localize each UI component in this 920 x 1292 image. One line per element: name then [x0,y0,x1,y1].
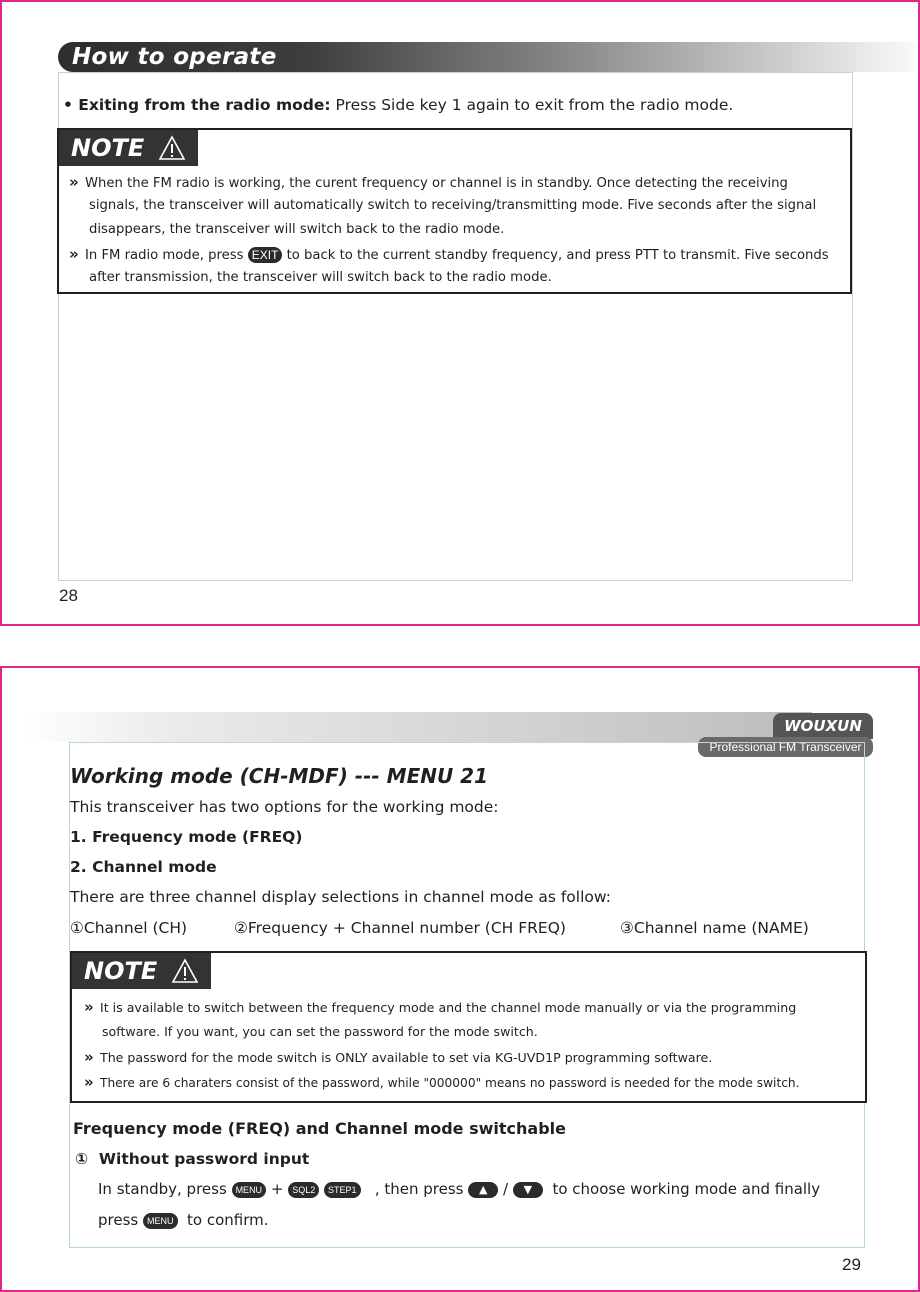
chevron-right-icon: » [84,998,94,1016]
note-label: NOTE [84,957,158,985]
selection-2: ②Frequency + Channel number (CH FREQ) [234,919,566,937]
note-line: software. If you want, you can set the password for the mode switch. [102,1024,538,1039]
section-header-title: How to operate [72,44,277,70]
sql2-key-icon: SQL2 [288,1182,319,1198]
note-line: » When the FM radio is working, the curent frequency or channel is in standby. Once detecting the receiving [69,170,788,196]
step-number: ① [75,1150,89,1168]
note-line: » The password for the mode switch is ONLY available to set via KG-UVD1P programming software. [84,1045,712,1070]
down-arrow-key-icon: ▼ [513,1182,543,1198]
page-28 [0,0,920,626]
page-number: 29 [842,1255,861,1274]
note-tag [59,130,198,166]
note-line: signals, the transceiver will automatically switch to receiving/transmitting mode. Five seconds after the signal [89,198,817,213]
warning-icon [158,135,186,161]
note-line: after transmission, the transceiver will switch back to the radio mode. [89,270,552,285]
instruction-line-1: In standby, press MENU + SQL2 STEP1 , then press ▲ / ▼ to choose working mode and finally [98,1180,821,1198]
step1-key-icon: STEP1 [324,1182,361,1198]
selection-1: ①Channel (CH) [70,919,188,937]
page-number: 28 [59,586,78,605]
intro-text: This transceiver has two options for the working mode: [70,798,499,816]
section-header-bar [58,42,916,72]
page-title: Working mode (CH-MDF) --- MENU 21 [70,764,488,788]
three-selections-text: There are three channel display selections in channel mode as follow: [70,888,611,906]
option-1: 1. Frequency mode (FREQ) [70,828,303,846]
note-tag [72,953,211,989]
note-line: » It is available to switch between the frequency mode and the channel mode manually or via the programming [84,995,796,1020]
instruction-line-2: press MENU to confirm. [98,1211,269,1229]
exit-label: • Exiting from the radio mode: [63,96,331,114]
logo-tagline: Professional FM Transceiver [698,737,873,757]
logo-brand: WOUXUN [773,713,873,739]
note-line: » In FM radio mode, press EXIT to back to the current standby frequency, and press PTT to transmit. Five seconds [69,242,829,268]
warning-icon [171,958,199,984]
up-arrow-key-icon: ▲ [468,1182,498,1198]
note-line: disappears, the transceiver will switch back to the radio mode. [89,222,505,237]
chevron-right-icon: » [69,245,79,263]
chevron-right-icon: » [84,1073,94,1091]
chevron-right-icon: » [84,1048,94,1066]
chevron-right-icon: » [69,173,79,191]
step-heading [75,1150,309,1168]
exit-instruction [63,96,733,114]
exit-text: Press Side key 1 again to exit from the radio mode. [330,96,734,114]
exit-key-icon: EXIT [248,247,283,263]
note-label: NOTE [71,134,145,162]
page-29 [0,666,920,1292]
option-2: 2. Channel mode [70,858,217,876]
menu-key-icon: MENU [143,1213,178,1229]
switch-subheading: Frequency mode (FREQ) and Channel mode switchable [73,1119,566,1138]
step-title: Without password input [98,1150,310,1168]
header-bar [22,712,812,742]
note-line: » There are 6 charaters consist of the password, while "000000" means no password is needed for the mode switch. [84,1070,800,1095]
menu-key-icon: MENU [232,1182,267,1198]
selection-3: ③Channel name (NAME) [620,919,809,937]
note-box [57,128,852,294]
note-box [70,951,867,1103]
